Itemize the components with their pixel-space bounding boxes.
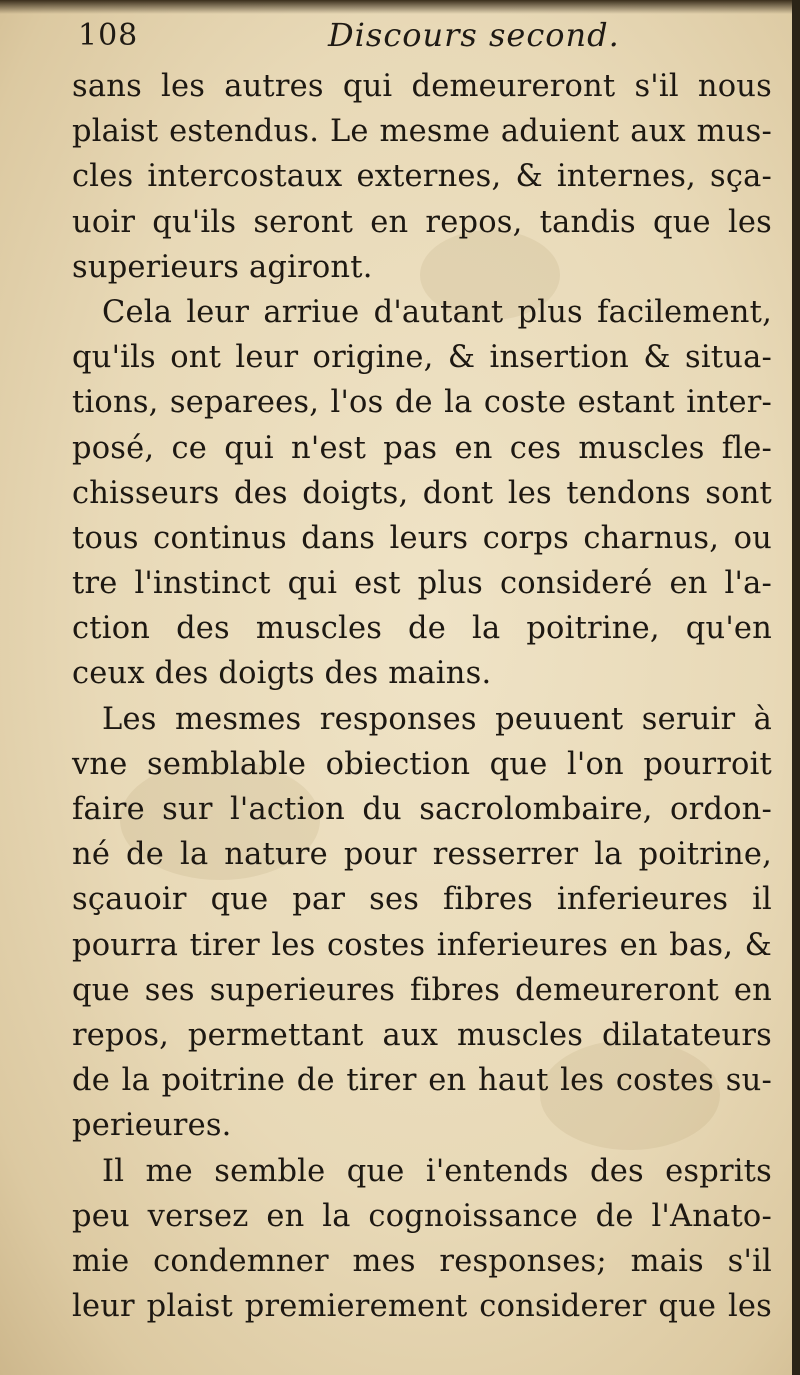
text-line: vne semblable obiection que l'on pourroit bbox=[72, 746, 772, 782]
page-header bbox=[78, 14, 768, 64]
text-line: que ses superieures fibres demeureront en bbox=[72, 972, 772, 1008]
text-line: mie condemner mes responses; mais s'il bbox=[72, 1243, 772, 1279]
text-line: plaist estendus. Le mesme aduient aux mus- bbox=[72, 114, 772, 150]
text-line: Cela leur arriue d'autant plus facilement, bbox=[102, 294, 772, 330]
body-text bbox=[72, 64, 772, 1329]
page-number: 108 bbox=[78, 18, 139, 53]
text-line: chisseurs des doigts, dont les tendons sont bbox=[72, 475, 772, 511]
text-line: cles intercostaux externes, & internes, sça- bbox=[72, 159, 772, 195]
text-line: uoir qu'ils seront en repos, tandis que les bbox=[72, 204, 772, 240]
text-line: sçauoir que par ses fibres inferieures il bbox=[72, 882, 772, 918]
page-top-shadow bbox=[0, 0, 792, 14]
text-line: qu'ils ont leur origine, & insertion & situa- bbox=[72, 340, 772, 376]
text-line: pourra tirer les costes inferieures en bas, & bbox=[72, 927, 772, 963]
text-line: Il me semble que i'entends des esprits bbox=[102, 1153, 772, 1189]
text-line: né de la nature pour resserrer la poitrine, bbox=[72, 837, 772, 873]
text-line: tous continus dans leurs corps charnus, ou bbox=[72, 520, 772, 556]
text-line: peu versez en la cognoissance de l'Anato- bbox=[72, 1198, 772, 1234]
text-line: ction des muscles de la poitrine, qu'en bbox=[72, 611, 772, 647]
text-line: tre l'instinct qui est plus consideré en l'a- bbox=[72, 566, 772, 602]
text-line: sans les autres qui demeureront s'il nous bbox=[72, 69, 772, 104]
text-line: perieures. bbox=[72, 1108, 232, 1144]
text-line: ceux des doigts des mains. bbox=[72, 656, 492, 692]
running-head: Discours second. bbox=[328, 16, 620, 54]
text-line: tions, separees, l'os de la coste estant inter- bbox=[72, 385, 772, 421]
text-line: superieurs agiront. bbox=[72, 249, 373, 285]
text-line: repos, permettant aux muscles dilatateurs bbox=[72, 1017, 772, 1053]
text-line: faire sur l'action du sacrolombaire, ordon- bbox=[72, 792, 772, 827]
text-line: leur plaist premierement considerer que les bbox=[72, 1289, 772, 1325]
text-line: de la poitrine de tirer en haut les costes su- bbox=[72, 1063, 772, 1099]
text-line: posé, ce qui n'est pas en ces muscles fle- bbox=[72, 430, 772, 466]
text-line: Les mesmes responses peuuent seruir à bbox=[102, 701, 772, 737]
